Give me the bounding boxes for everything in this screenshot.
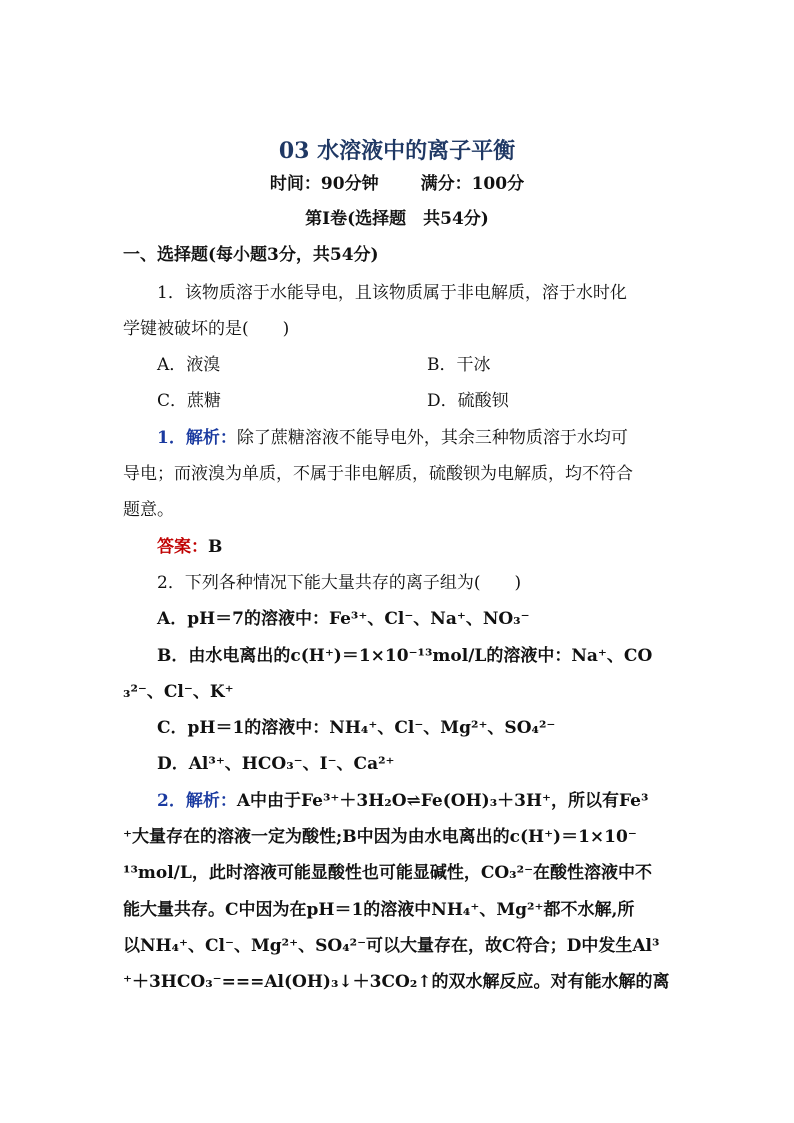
q2-option-d: D．Al³⁺、HCO₃⁻、I⁻、Ca²⁺ — [157, 754, 395, 774]
q1-option-b: B．干冰 — [427, 355, 491, 375]
q1-option-d: D．硫酸钡 — [427, 391, 509, 411]
q1-explanation-label: 1．解析： — [157, 428, 237, 448]
q2-explanation-line3: ¹³mol/L，此时溶液可能显酸性也可能显碱性，CO₃²⁻在酸性溶液中不 — [123, 863, 653, 883]
q2-option-a: A．pH＝7的溶液中：Fe³⁺、Cl⁻、Na⁺、NO₃⁻ — [157, 609, 530, 629]
exam-meta — [0, 172, 794, 196]
q1-option-c: C．蔗糖 — [157, 391, 222, 411]
q2-option-b-line1: B．由水电离出的c(H⁺)＝1×10⁻¹³mol/L的溶液中：Na⁺、CO — [157, 646, 653, 666]
q2-explanation-line5: 以NH₄⁺、Cl⁻、Mg²⁺、SO₄²⁻可以大量存在，故C符合；D中发生Al³ — [123, 936, 660, 956]
q2-explanation-line2: ⁺大量存在的溶液一定为酸性;B中因为由水电离出的c(H⁺)＝1×10⁻ — [123, 827, 637, 847]
q2-explanation-line6: ⁺＋3HCO₃⁻===Al(OH)₃↓＋3CO₂↑的双水解反应。对有能水解的离 — [123, 972, 670, 992]
q2-stem: 2．下列各种情况下能大量共存的离子组为( ) — [157, 573, 522, 593]
q2-option-c: C．pH＝1的溶液中：NH₄⁺、Cl⁻、Mg²⁺、SO₄²⁻ — [157, 718, 556, 738]
q2-explanation-line4: 能大量共存。C中因为在pH＝1的溶液中NH₄⁺、Mg²⁺都不水解,所 — [123, 900, 635, 920]
q1-explanation-text1: 除了蔗糖溶液不能导电外，其余三种物质溶于水均可 — [236, 428, 628, 448]
q2-explanation-text1: A中由于Fe³⁺＋3H₂O⇌Fe(OH)₃＋3H⁺，所以有Fe³ — [236, 791, 649, 811]
full-score: 满分：100分 — [420, 174, 525, 194]
q2-explanation-line1 — [157, 789, 648, 813]
q1-option-a: A．液溴 — [157, 355, 221, 375]
q1-explanation-line3: 题意。 — [123, 500, 174, 520]
q1-stem-line1: 1．该物质溶于水能导电，且该物质属于非电解质，溶于水时化 — [157, 283, 627, 303]
q2-option-b-line2: ₃²⁻、Cl⁻、K⁺ — [123, 682, 234, 702]
q1-answer-value: B — [208, 537, 223, 557]
q2-explanation-label: 2．解析： — [157, 791, 237, 811]
q1-answer — [157, 535, 222, 559]
page-title: 03 水溶液中的离子平衡 — [278, 138, 516, 164]
q1-answer-label: 答案： — [157, 537, 208, 557]
section-heading: 第Ⅰ卷(选择题 共54分) — [305, 209, 489, 229]
part-heading: 一、选择题(每小题3分，共54分) — [123, 245, 379, 265]
q1-explanation-line1 — [157, 426, 628, 450]
time-limit: 时间：90分钟 — [269, 174, 379, 194]
q1-explanation-line2: 导电；而液溴为单质，不属于非电解质，硫酸钡为电解质，均不符合 — [123, 464, 633, 484]
q1-stem-line2: 学键被破坏的是( ) — [123, 319, 290, 339]
